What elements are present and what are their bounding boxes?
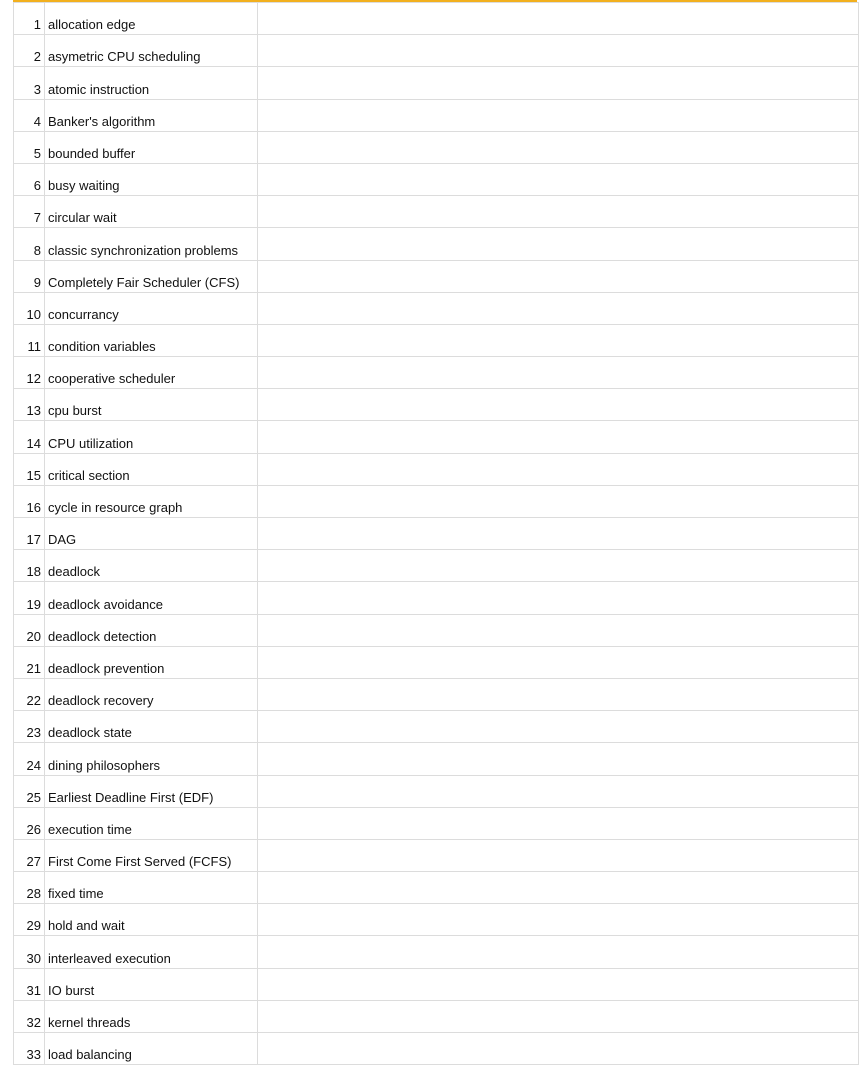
table-row	[14, 550, 859, 582]
empty-cell[interactable]	[258, 485, 859, 517]
row-number-cell[interactable]: 14	[14, 421, 45, 453]
empty-cell[interactable]	[258, 550, 859, 582]
term-cell[interactable]: deadlock prevention	[45, 646, 258, 678]
empty-cell[interactable]	[258, 904, 859, 936]
table-row	[14, 1033, 859, 1065]
table-row	[14, 292, 859, 324]
table-row	[14, 904, 859, 936]
empty-cell[interactable]	[258, 743, 859, 775]
row-number-cell[interactable]: 32	[14, 1000, 45, 1032]
row-number-cell[interactable]: 31	[14, 968, 45, 1000]
term-cell[interactable]: Completely Fair Scheduler (CFS)	[45, 260, 258, 292]
empty-cell[interactable]	[258, 389, 859, 421]
row-number-cell[interactable]: 1	[14, 3, 45, 35]
table-row	[14, 357, 859, 389]
term-cell[interactable]: bounded buffer	[45, 131, 258, 163]
row-number-cell[interactable]: 10	[14, 292, 45, 324]
row-number-cell[interactable]: 2	[14, 35, 45, 67]
row-number-cell[interactable]: 15	[14, 453, 45, 485]
table-row	[14, 1000, 859, 1032]
row-number-cell[interactable]: 6	[14, 163, 45, 195]
term-cell[interactable]: fixed time	[45, 872, 258, 904]
term-cell[interactable]: kernel threads	[45, 1000, 258, 1032]
table-row	[14, 99, 859, 131]
empty-cell[interactable]	[258, 260, 859, 292]
row-number-cell[interactable]: 27	[14, 839, 45, 871]
row-number-cell[interactable]: 33	[14, 1033, 45, 1065]
table-row	[14, 743, 859, 775]
term-cell[interactable]: atomic instruction	[45, 67, 258, 99]
empty-cell[interactable]	[258, 775, 859, 807]
table-row	[14, 3, 859, 35]
table-row	[14, 485, 859, 517]
term-cell[interactable]: Earliest Deadline First (EDF)	[45, 775, 258, 807]
table-row	[14, 196, 859, 228]
table-row	[14, 67, 859, 99]
term-cell[interactable]: DAG	[45, 518, 258, 550]
table-body	[14, 3, 859, 1065]
row-number-cell[interactable]: 7	[14, 196, 45, 228]
empty-cell[interactable]	[258, 582, 859, 614]
row-number-cell[interactable]: 17	[14, 518, 45, 550]
row-number-cell[interactable]: 9	[14, 260, 45, 292]
row-number-cell[interactable]: 29	[14, 904, 45, 936]
table-row	[14, 131, 859, 163]
row-number-cell[interactable]: 8	[14, 228, 45, 260]
empty-cell[interactable]	[258, 518, 859, 550]
empty-cell[interactable]	[258, 131, 859, 163]
empty-cell[interactable]	[258, 1033, 859, 1065]
empty-cell[interactable]	[258, 614, 859, 646]
table-row	[14, 839, 859, 871]
term-cell[interactable]: cycle in resource graph	[45, 485, 258, 517]
term-cell[interactable]: concurrancy	[45, 292, 258, 324]
table-row	[14, 968, 859, 1000]
term-cell[interactable]: deadlock detection	[45, 614, 258, 646]
table-row	[14, 421, 859, 453]
empty-cell[interactable]	[258, 3, 859, 35]
empty-cell[interactable]	[258, 678, 859, 710]
table-row	[14, 228, 859, 260]
row-number-cell[interactable]: 16	[14, 485, 45, 517]
table-row	[14, 35, 859, 67]
term-cell[interactable]: IO burst	[45, 968, 258, 1000]
empty-cell[interactable]	[258, 453, 859, 485]
row-number-cell[interactable]: 30	[14, 936, 45, 968]
term-cell[interactable]: deadlock recovery	[45, 678, 258, 710]
term-cell[interactable]: deadlock avoidance	[45, 582, 258, 614]
table-row	[14, 389, 859, 421]
empty-cell[interactable]	[258, 872, 859, 904]
term-cell[interactable]: classic synchronization problems	[45, 228, 258, 260]
empty-cell[interactable]	[258, 1000, 859, 1032]
row-number-cell[interactable]: 22	[14, 678, 45, 710]
empty-cell[interactable]	[258, 711, 859, 743]
term-cell[interactable]: busy waiting	[45, 163, 258, 195]
row-number-cell[interactable]: 11	[14, 324, 45, 356]
empty-cell[interactable]	[258, 324, 859, 356]
table-row	[14, 260, 859, 292]
term-table	[13, 2, 859, 1065]
table-row	[14, 614, 859, 646]
empty-cell[interactable]	[258, 421, 859, 453]
empty-cell[interactable]	[258, 196, 859, 228]
term-cell[interactable]: circular wait	[45, 196, 258, 228]
term-cell[interactable]: asymetric CPU scheduling	[45, 35, 258, 67]
term-cell[interactable]: hold and wait	[45, 904, 258, 936]
term-cell[interactable]: Banker's algorithm	[45, 99, 258, 131]
term-cell[interactable]: execution time	[45, 807, 258, 839]
term-cell[interactable]: condition variables	[45, 324, 258, 356]
row-number-cell[interactable]: 12	[14, 357, 45, 389]
table-row	[14, 872, 859, 904]
empty-cell[interactable]	[258, 292, 859, 324]
table-row	[14, 518, 859, 550]
empty-cell[interactable]	[258, 67, 859, 99]
term-cell[interactable]: First Come First Served (FCFS)	[45, 839, 258, 871]
term-cell[interactable]: cooperative scheduler	[45, 357, 258, 389]
empty-cell[interactable]	[258, 968, 859, 1000]
empty-cell[interactable]	[258, 839, 859, 871]
term-cell[interactable]: dining philosophers	[45, 743, 258, 775]
table-row	[14, 453, 859, 485]
table-row	[14, 807, 859, 839]
row-number-cell[interactable]: 18	[14, 550, 45, 582]
term-cell[interactable]: critical section	[45, 453, 258, 485]
row-number-cell[interactable]: 26	[14, 807, 45, 839]
row-number-cell[interactable]: 24	[14, 743, 45, 775]
row-number-cell[interactable]: 25	[14, 775, 45, 807]
row-number-cell[interactable]: 5	[14, 131, 45, 163]
row-number-cell[interactable]: 19	[14, 582, 45, 614]
empty-cell[interactable]	[258, 357, 859, 389]
term-cell[interactable]: deadlock	[45, 550, 258, 582]
term-cell[interactable]: cpu burst	[45, 389, 258, 421]
empty-cell[interactable]	[258, 163, 859, 195]
term-cell[interactable]: allocation edge	[45, 3, 258, 35]
empty-cell[interactable]	[258, 99, 859, 131]
empty-cell[interactable]	[258, 646, 859, 678]
empty-cell[interactable]	[258, 936, 859, 968]
table-row	[14, 711, 859, 743]
table-row	[14, 582, 859, 614]
empty-cell[interactable]	[258, 807, 859, 839]
table-row	[14, 163, 859, 195]
term-cell[interactable]: load balancing	[45, 1033, 258, 1065]
table-row	[14, 936, 859, 968]
table-row	[14, 324, 859, 356]
term-cell[interactable]: deadlock state	[45, 711, 258, 743]
row-number-cell[interactable]: 21	[14, 646, 45, 678]
empty-cell[interactable]	[258, 35, 859, 67]
table-row	[14, 678, 859, 710]
row-number-cell[interactable]: 20	[14, 614, 45, 646]
row-number-cell[interactable]: 28	[14, 872, 45, 904]
empty-cell[interactable]	[258, 228, 859, 260]
term-cell[interactable]: CPU utilization	[45, 421, 258, 453]
table-row	[14, 646, 859, 678]
row-number-cell[interactable]: 4	[14, 99, 45, 131]
term-cell[interactable]: interleaved execution	[45, 936, 258, 968]
row-number-cell[interactable]: 23	[14, 711, 45, 743]
row-number-cell[interactable]: 3	[14, 67, 45, 99]
table-row	[14, 775, 859, 807]
row-number-cell[interactable]: 13	[14, 389, 45, 421]
